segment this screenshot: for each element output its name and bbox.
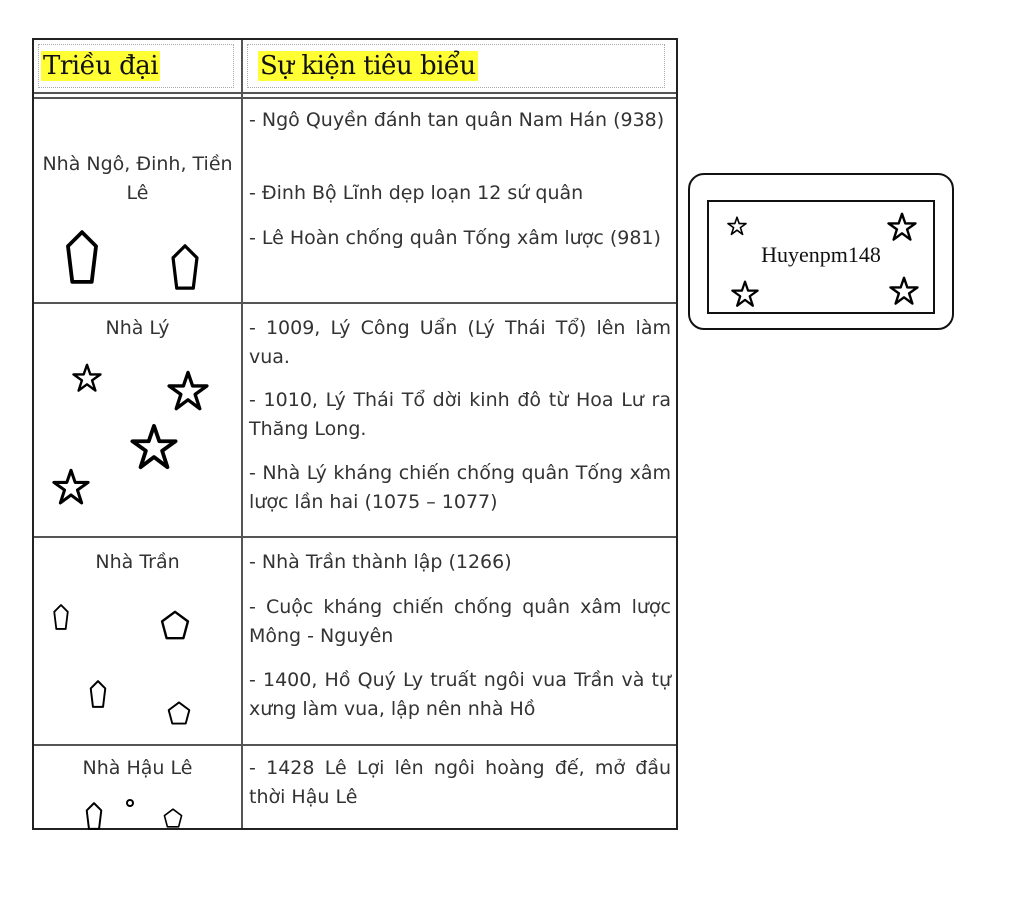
header-dynasty: Triều đại xyxy=(43,51,159,81)
star-icon xyxy=(727,216,747,236)
pentagon-icon xyxy=(84,802,104,830)
event-item: - Nhà Lý kháng chiến chống quân Tống xâm lược lần hai (1075 – 1077) xyxy=(249,462,671,513)
star-icon xyxy=(130,423,178,471)
history-table xyxy=(32,38,678,830)
event-item: - 1009, Lý Công Uẩn (Lý Thái Tổ) lên làm vua. xyxy=(249,317,671,368)
watermark-frame xyxy=(707,200,935,314)
dynasty-name-tran: Nhà Trần xyxy=(95,551,180,573)
event-item: - Cuộc kháng chiến chống quân xâm lược Mông - Nguyên xyxy=(249,596,671,647)
star-icon xyxy=(731,280,759,308)
event-item: - Ngô Quyền đánh tan quân Nam Hán (938) xyxy=(249,109,665,131)
header-divider-top xyxy=(34,92,676,94)
watermark-box xyxy=(688,173,954,330)
star-icon xyxy=(52,468,90,506)
dynasty-name-ly: Nhà Lý xyxy=(105,317,170,339)
row-divider-1 xyxy=(34,302,676,304)
row-divider-2 xyxy=(34,536,676,538)
star-icon xyxy=(167,370,209,412)
dot-icon xyxy=(125,798,135,808)
star-icon xyxy=(72,363,102,393)
row-divider-3 xyxy=(34,744,676,746)
header-cell-dynasty xyxy=(38,44,234,88)
pentagon-icon xyxy=(168,244,202,290)
pentagon-icon xyxy=(88,680,108,708)
pentagon-icon xyxy=(160,808,186,828)
event-item: - Đinh Bộ Lĩnh dẹp loạn 12 sứ quân xyxy=(249,182,584,204)
dynasty-name-hau-le: Nhà Hậu Lê xyxy=(82,757,193,779)
event-item: - 1400, Hồ Quý Ly truất ngôi vua Trần và tự xưng làm vua, lập nên nhà Hồ xyxy=(249,669,671,720)
event-item: - 1428 Lê Lợi lên ngôi hoàng đế, mở đầu thời Hậu Lê xyxy=(249,757,671,808)
watermark-text: Huyenpm148 xyxy=(761,242,881,267)
pentagon-icon xyxy=(62,230,102,284)
pentagon-icon xyxy=(52,604,70,630)
header-divider-bottom xyxy=(34,97,676,99)
pentagon-icon xyxy=(166,701,192,725)
dynasty-name-ngo-dinh-tien-le: Nhà Ngô, Đinh, Tiền Lê xyxy=(42,153,233,204)
header-events: Sự kiện tiêu biểu xyxy=(260,51,476,81)
event-item: - Nhà Trần thành lập (1266) xyxy=(249,551,512,573)
column-divider xyxy=(241,40,243,828)
header-cell-events xyxy=(247,44,665,88)
pentagon-icon xyxy=(160,610,190,640)
event-item: - 1010, Lý Thái Tổ dời kinh đô từ Hoa Lư ra Thăng Long. xyxy=(249,389,671,440)
event-item: - Lê Hoàn chống quân Tống xâm lược (981) xyxy=(249,227,661,249)
star-icon xyxy=(889,276,919,306)
star-icon xyxy=(887,212,917,242)
